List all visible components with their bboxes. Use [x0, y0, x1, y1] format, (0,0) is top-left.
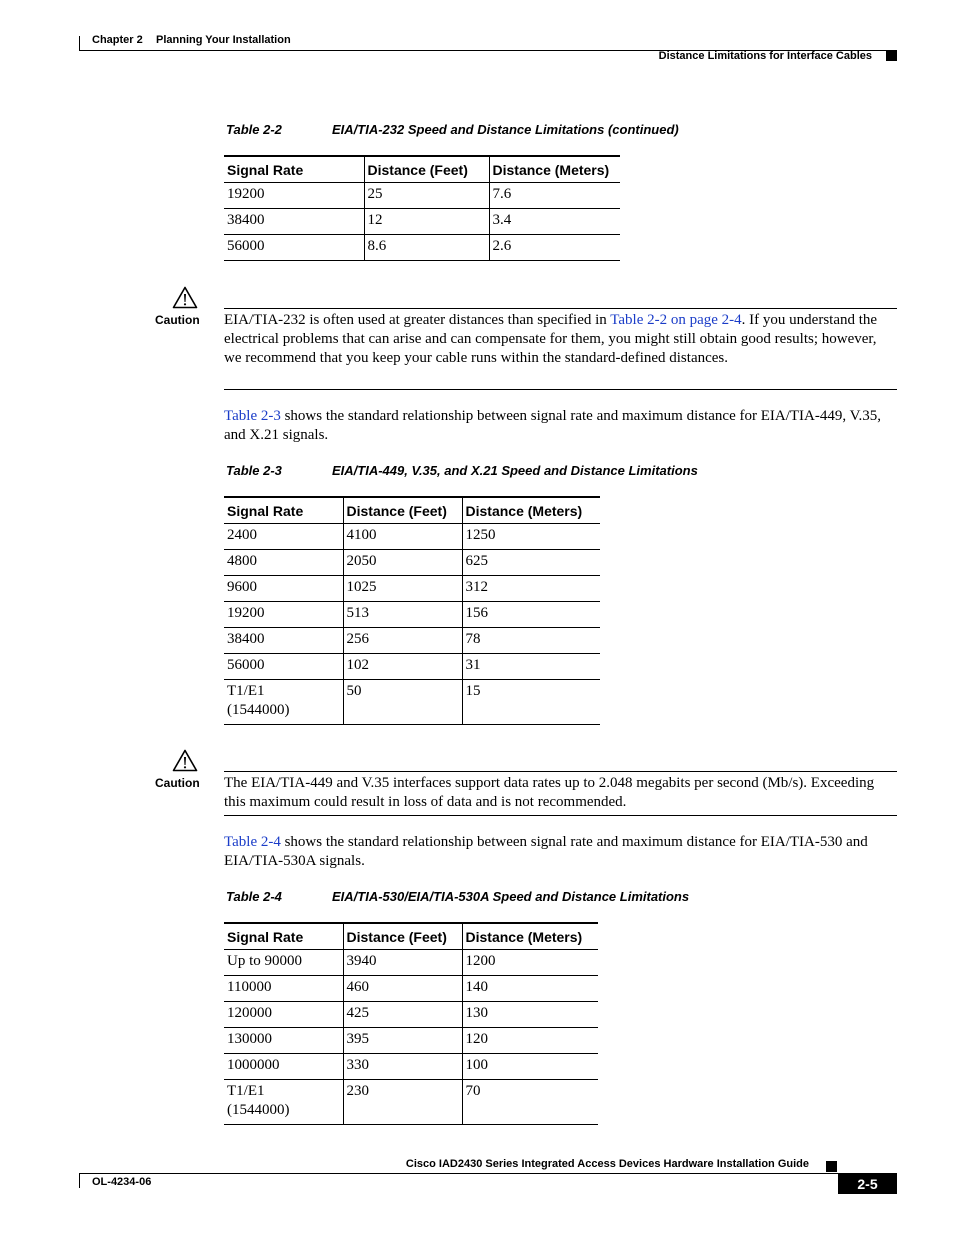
header-left-bar: [79, 36, 80, 50]
table-2-3: [224, 496, 600, 725]
table-2-4-title: EIA/TIA-530/EIA/TIA-530A Speed and Distance Limitations: [332, 889, 690, 904]
footer-left-bar: [79, 1173, 80, 1188]
table-cell: 78: [462, 628, 600, 654]
table-header-cell: Distance (Feet): [364, 156, 489, 183]
table-header-cell: Signal Rate: [224, 497, 343, 524]
table-row: [224, 654, 600, 680]
table-cell: 19200: [224, 602, 343, 628]
caution-label: Caution: [155, 776, 200, 790]
table-cell: 110000: [224, 976, 343, 1002]
table-cell: 513: [343, 602, 462, 628]
table-2-4-caption: [226, 889, 826, 907]
caution-top-rule: [224, 771, 897, 772]
table-row: [224, 628, 600, 654]
table-cell: 425: [343, 1002, 462, 1028]
table-cell: 395: [343, 1028, 462, 1054]
table-row: [224, 183, 620, 209]
caution-bottom-rule: [224, 815, 897, 816]
table-row: [224, 1002, 598, 1028]
table-2-3-number: Table 2-3: [226, 463, 282, 478]
table-cell: 1200: [462, 950, 598, 976]
table-cell: 70: [462, 1080, 598, 1125]
table-cell: Up to 90000: [224, 950, 343, 976]
table-cell: 2400: [224, 524, 343, 550]
table-cell: 256: [343, 628, 462, 654]
table-2-2-title: EIA/TIA-232 Speed and Distance Limitations (continued): [332, 122, 679, 137]
caution-top-rule: [224, 308, 897, 309]
table-cell: 50: [343, 680, 462, 725]
table-cell: 156: [462, 602, 600, 628]
table-2-2-caption: [226, 122, 826, 140]
table-cell: 56000: [224, 654, 343, 680]
table-row: [224, 1028, 598, 1054]
table-cell: 1000000: [224, 1054, 343, 1080]
table-2-4: [224, 922, 598, 1125]
table-row: [224, 1054, 598, 1080]
table-cell: 625: [462, 550, 600, 576]
caution-text: [224, 311, 896, 368]
caution-label: Caution: [155, 313, 200, 327]
header-marker: [886, 50, 897, 61]
caution-text-segment: EIA/TIA-232 is often used at greater distances than specified in: [224, 312, 611, 328]
header-chapter-title: Planning Your Installation: [156, 34, 291, 46]
paragraph-text: shows the standard relationship between signal rate and maximum distance for EIA/TIA-449, V.35, and X.21 signals.: [224, 408, 881, 443]
table-row: [224, 550, 600, 576]
table-row: [224, 602, 600, 628]
table-cell: 4800: [224, 550, 343, 576]
footer-rule: [79, 1173, 897, 1174]
table-2-3-title: EIA/TIA-449, V.35, and X.21 Speed and Distance Limitations: [332, 463, 698, 478]
table-2-2-number: Table 2-2: [226, 122, 282, 137]
header-section-title: Distance Limitations for Interface Cables: [658, 50, 872, 62]
header-chapter: Chapter 2: [92, 34, 143, 46]
table-cell: 38400: [224, 209, 364, 235]
table-cell: 3.4: [489, 209, 620, 235]
table-cell: 140: [462, 976, 598, 1002]
footer-marker: [826, 1161, 837, 1172]
table-cell: 15: [462, 680, 600, 725]
table-header-cell: Distance (Meters): [462, 923, 598, 950]
table-2-2-link[interactable]: Table 2-2 on page 2-4: [610, 312, 742, 328]
caution-text-segment: . If you understand the electrical problems that can arise and can compensate for them, you might still obtain good results; however, we recommend that you keep your cable runs within the standard-defined distances.: [224, 312, 878, 366]
table-header-cell: Signal Rate: [224, 156, 364, 183]
table-cell: 8.6: [364, 235, 489, 261]
table-cell: 19200: [224, 183, 364, 209]
table-row: [224, 976, 598, 1002]
table-cell: 2.6: [489, 235, 620, 261]
table-header-cell: Distance (Feet): [343, 497, 462, 524]
table-cell: 130000: [224, 1028, 343, 1054]
table-cell: 102: [343, 654, 462, 680]
table-cell: 56000: [224, 235, 364, 261]
table-header-cell: Distance (Meters): [489, 156, 620, 183]
table-cell: T1/E1 (1544000): [224, 680, 343, 725]
table-cell: 38400: [224, 628, 343, 654]
table-row: [224, 680, 600, 725]
paragraph-table-2-3: [224, 407, 904, 445]
table-cell: 3940: [343, 950, 462, 976]
table-cell: 25: [364, 183, 489, 209]
table-cell: 4100: [343, 524, 462, 550]
table-cell: 31: [462, 654, 600, 680]
footer-guide-title: Cisco IAD2430 Series Integrated Access Devices Hardware Installation Guide: [405, 1158, 809, 1170]
table-2-3-link[interactable]: Table 2-3: [224, 408, 281, 424]
table-cell: 230: [343, 1080, 462, 1125]
table-row: [224, 524, 600, 550]
caution-text: The EIA/TIA-449 and V.35 interfaces support data rates up to 2.048 megabits per second (Mb/s). Exceeding this maximum could result in loss of data and is not recommended.: [224, 775, 875, 810]
table-cell: 100: [462, 1054, 598, 1080]
table-row: [224, 235, 620, 261]
table-cell: 120: [462, 1028, 598, 1054]
table-2-2: [224, 155, 620, 261]
table-2-4-link[interactable]: Table 2-4: [224, 834, 281, 850]
table-cell: 12: [364, 209, 489, 235]
table-cell: 1025: [343, 576, 462, 602]
caution-bottom-rule: [224, 389, 897, 390]
table-2-3-caption: [226, 463, 826, 481]
table-cell: 120000: [224, 1002, 343, 1028]
table-cell: 460: [343, 976, 462, 1002]
table-cell: 1250: [462, 524, 600, 550]
table-row: [224, 1080, 598, 1125]
page-number: 2-5: [838, 1174, 897, 1194]
table-cell: 330: [343, 1054, 462, 1080]
table-row: [224, 576, 600, 602]
table-header-cell: Signal Rate: [224, 923, 343, 950]
caution-warning-icon: [172, 286, 198, 309]
paragraph-table-2-4: [224, 833, 904, 871]
table-cell: 312: [462, 576, 600, 602]
table-cell: T1/E1 (1544000): [224, 1080, 343, 1125]
table-header-cell: Distance (Feet): [343, 923, 462, 950]
paragraph-text: shows the standard relationship between signal rate and maximum distance for EIA/TIA-530 and EIA/TIA-530A signals.: [224, 834, 868, 869]
footer-document-id: OL-4234-06: [92, 1176, 152, 1188]
table-2-4-number: Table 2-4: [226, 889, 282, 904]
table-cell: 7.6: [489, 183, 620, 209]
table-cell: 130: [462, 1002, 598, 1028]
table-header-cell: Distance (Meters): [462, 497, 600, 524]
table-cell: 2050: [343, 550, 462, 576]
table-row: [224, 950, 598, 976]
table-row: [224, 209, 620, 235]
caution-warning-icon: [172, 749, 198, 772]
table-cell: 9600: [224, 576, 343, 602]
